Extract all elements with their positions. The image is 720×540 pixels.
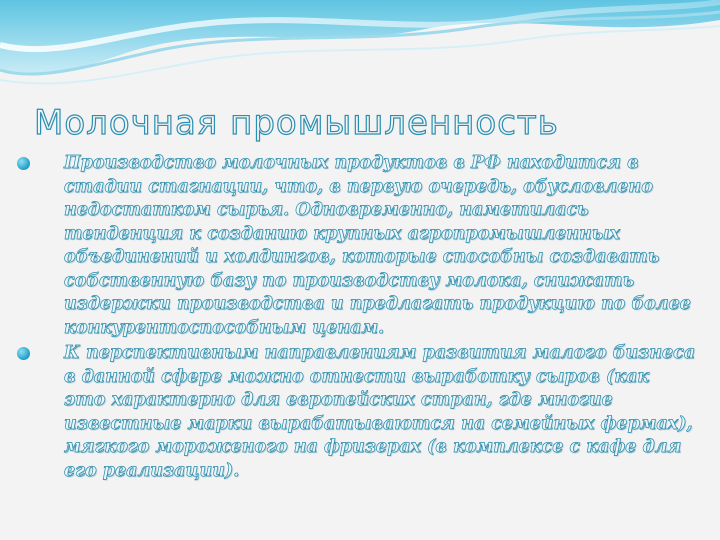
bullet-text: К перспективным направлениям развития малого бизнеса в данной сфере можно отнести выработку сыров (как это характерно для европейских стран, где многие известные марки вырабатываются на семейных фермах), мягкого мороженого на фризерах (в комплексе с кафе для его реализации). bbox=[64, 343, 696, 481]
bullet-item bbox=[16, 342, 696, 483]
bullet-item bbox=[16, 152, 696, 340]
decorative-waves bbox=[0, 0, 720, 100]
bullet-text: Производство молочных продуктов в РФ находится в стадии стагнации, что, в первую очередь, обусловлено недостатком сырья. Одновременно, наметилась тенденция к созданию крупных агропромышленных объединений и холдингов, которые способны создавать собственную базу по производству молока, снижать издержки производства и предлагать продукцию по более конкурентоспособным ценам. bbox=[64, 153, 691, 338]
bullet-dot-icon bbox=[17, 157, 30, 170]
bullet-list bbox=[16, 152, 696, 485]
slide-title: Молочная промышленность bbox=[34, 103, 559, 143]
bullet-dot-icon bbox=[17, 347, 30, 360]
